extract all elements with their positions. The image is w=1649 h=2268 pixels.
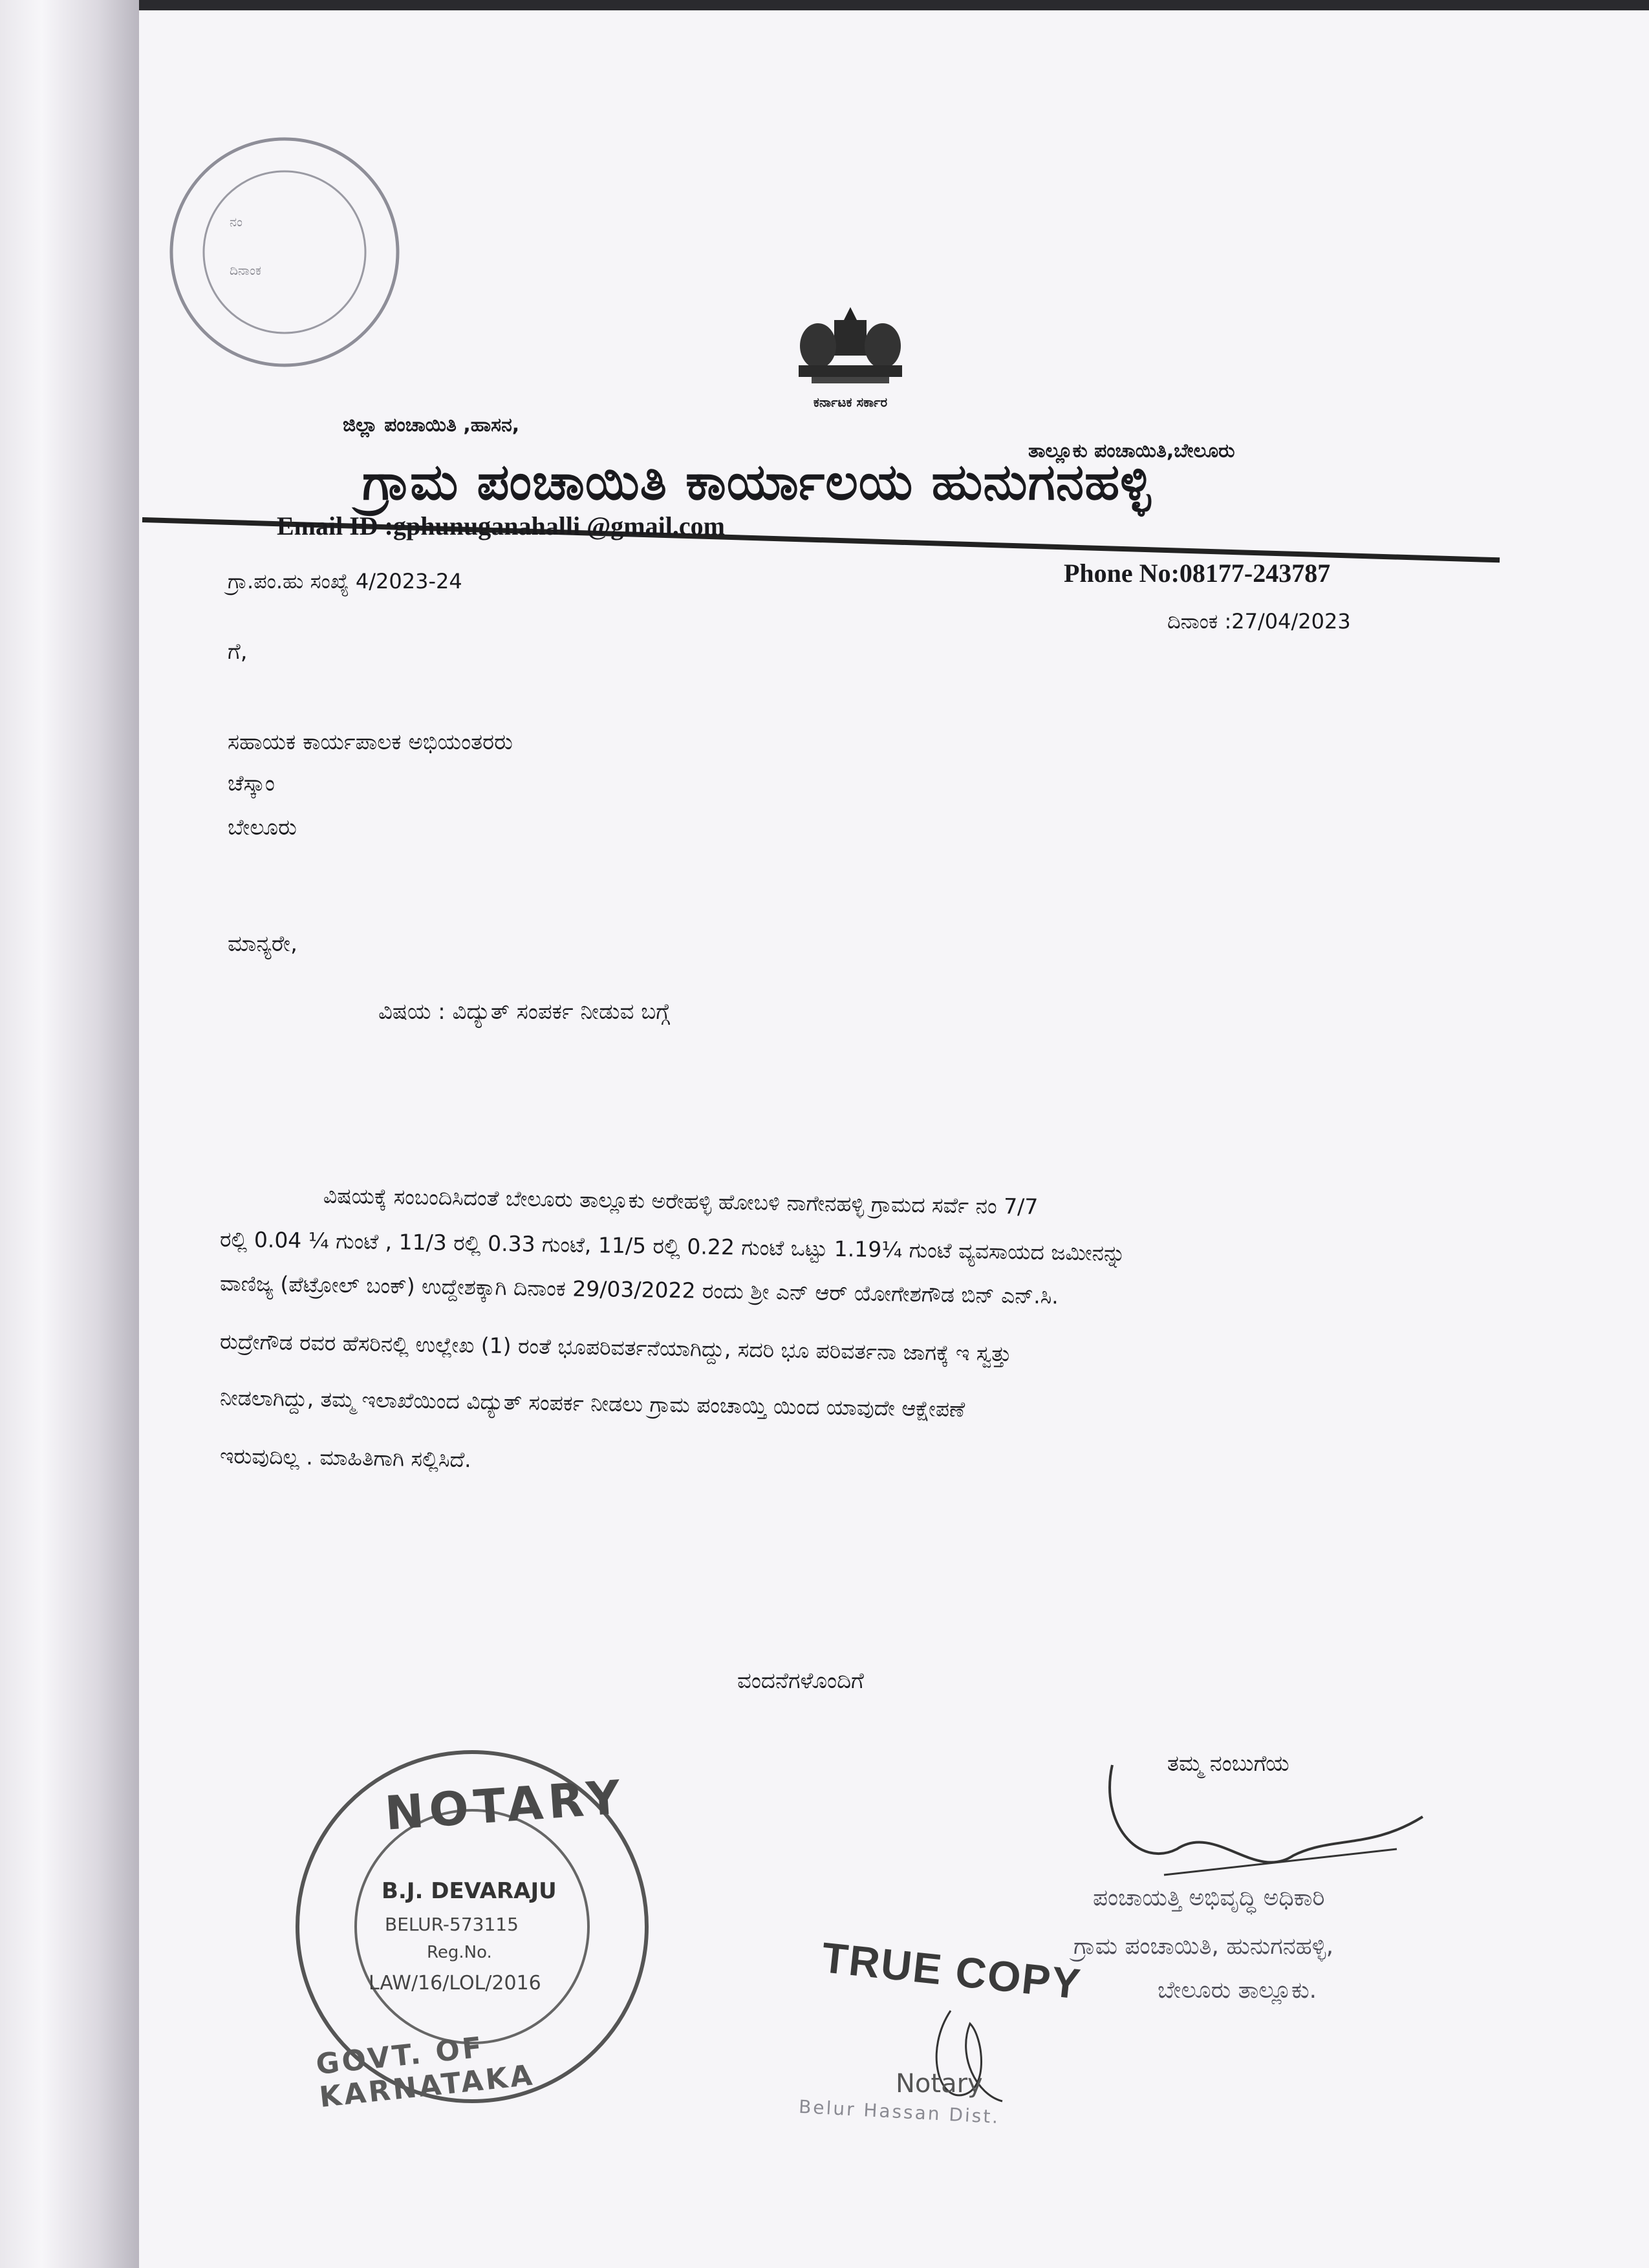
- body-line: ವಿಷಯಕ್ಕೆ ಸಂಬಂದಿಸಿದಂತೆ ಬೇಲೂರು ತಾಲ್ಲೂಕು ಅರೇಹಳ್ಳಿ ಹೋಬಳಿ ನಾಗೇನಹಳ್ಳಿ ಗ್ರಾಮದ ಸರ್ವೆ ನಂ 7/7: [323, 1182, 1039, 1219]
- notary-ring-bottom: GOVT. OF KARNATAKA: [314, 2031, 537, 2114]
- to-label: ಗೆ,: [228, 639, 248, 665]
- emblem-caption: ಕರ್ನಾಟಕ ಸರ್ಕಾರ: [813, 394, 888, 410]
- body-line: ರುದ್ರೇಗೌಡ ರವರ ಹೆಸರಿನಲ್ಲಿ ಉಲ್ಲೇಖ (1) ರಂತೆ ಭೂಪರಿವರ್ತನೆಯಾಗಿದ್ದು, ಸದರಿ ಭೂ ಪರಿವರ್ತನಾ ಜಾಗಕ್ಕೆ ಇ ಸ್ವತ್ತು: [219, 1329, 1012, 1367]
- scan-edge: [0, 0, 1649, 10]
- notary-ring-top: NOTARY: [383, 1770, 627, 1841]
- recipient-line: ಬೇಲೂರು: [228, 815, 297, 840]
- officer-designation: ಪಂಚಾಯತ್ತಿ ಅಭಿವೃದ್ಧಿ ಅಧಿಕಾರಿ: [1093, 1885, 1325, 1911]
- body-line: ಇರುವುದಿಲ್ಲ . ಮಾಹಿತಿಗಾಗಿ ಸಲ್ಲಿಸಿದೆ.: [219, 1443, 472, 1473]
- notary-reg: LAW/16/LOL/2016: [369, 1972, 541, 1995]
- office-email: Email ID :gphunuganahalli @gmail.com: [277, 511, 725, 540]
- notary-seal: [278, 1746, 666, 2114]
- salutation: ಮಾನ್ಯರೇ,: [228, 931, 297, 957]
- subject-line: ವಿಷಯ : ವಿದ್ಯುತ್ ಸಂಪರ್ಕ ನೀಡುವ ಬಗ್ಗೆ: [378, 999, 670, 1025]
- signoff-line: ತಮ್ಮ ನಂಬುಗೆಯ: [1167, 1751, 1289, 1777]
- taluk-panchayat: ತಾಲ್ಲೂಕು ಪಂಚಾಯಿತಿ,ಬೇಲೂರು: [1028, 440, 1235, 462]
- body-line: ನೀಡಲಾಗಿದ್ದು, ತಮ್ಮ ಇಲಾಖೆಯಿಂದ ವಿದ್ಯುತ್ ಸಂಪರ್ಕ ನೀಡಲು ಗ್ರಾಮ ಪಂಚಾಯ್ತಿ ಯಿಂದ ಯಾವುದೇ ಆಕ್ಷೇಪಣೆ: [219, 1385, 965, 1422]
- district-panchayat: ಜಿಲ್ಲಾ ಪಂಚಾಯಿತಿ ,ಹಾಸನ,: [343, 414, 520, 436]
- svg-text:ದಿನಾಂಕ: ದಿನಾಂಕ: [230, 262, 261, 278]
- reference-number: ಗ್ರಾ.ಪಂ.ಹು ಸಂಖ್ಯೆ 4/2023-24: [228, 569, 462, 594]
- office-seal-stamp: [155, 103, 414, 401]
- notary-reg-label: Reg.No.: [427, 1943, 492, 1962]
- recipient-line: ಚೆಸ್ಕಾಂ: [228, 771, 275, 797]
- book-binding-shadow: [0, 0, 139, 2268]
- office-title: ಗ್ರಾಮ ಪಂಚಾಯಿತಿ ಕಾರ್ಯಾಲಯ ಹುನುಗನಹಳ್ಳಿ: [362, 453, 1152, 511]
- notary-name: B.J. DEVARAJU: [382, 1878, 557, 1904]
- officer-office: ಗ್ರಾಮ ಪಂಚಾಯಿತಿ, ಹುನುಗನಹಳ್ಳಿ,: [1073, 1933, 1334, 1960]
- body-line: ವಾಣಿಜ್ಯ (ಪೆಟ್ರೋಲ್ ಬಂಕ್) ಉದ್ದೇಶಕ್ಕಾಗಿ ದಿನಾಂಕ 29/03/2022 ರಂದು ಶ್ರೀ ಎನ್ ಆರ್ ಯೋಗೇಶಗೌಡ ಬಿನ್ ಎನ್.ಸಿ.: [219, 1270, 1059, 1309]
- closing-line: ವಂದನೆಗಳೊಂದಿಗೆ: [737, 1668, 864, 1694]
- letter-date: ದಿನಾಂಕ :27/04/2023: [1167, 609, 1351, 634]
- notary-label: Notary: [896, 2069, 983, 2099]
- body-line: ರಲ್ಲಿ 0.04 ¼ ಗುಂಟೆ , 11/3 ರಲ್ಲಿ 0.33 ಗುಂಟೆ, 11/5 ರಲ್ಲಿ 0.22 ಗುಂಟೆ ಒಟ್ಟು 1.19¼ ಗುಂಟೆ ವ್ಯವಸಾಯದ ಜಮೀನನ್ನು: [219, 1226, 1126, 1266]
- svg-text:ನಂ: ನಂ: [230, 214, 242, 230]
- true-copy-stamp: TRUE COPY: [819, 1933, 1084, 2008]
- notary-place: BELUR-573115: [385, 1914, 519, 1935]
- notary-location: Belur Hassan Dist.: [798, 2095, 1001, 2128]
- officer-taluk: ಬೇಲೂರು ತಾಲ್ಲೂಕು.: [1158, 1977, 1317, 2004]
- recipient-line: ಸಹಾಯಕ ಕಾರ್ಯಪಾಲಕ ಅಭಿಯಂತರರು: [228, 729, 513, 755]
- office-phone: Phone No:08177-243787: [1064, 559, 1331, 588]
